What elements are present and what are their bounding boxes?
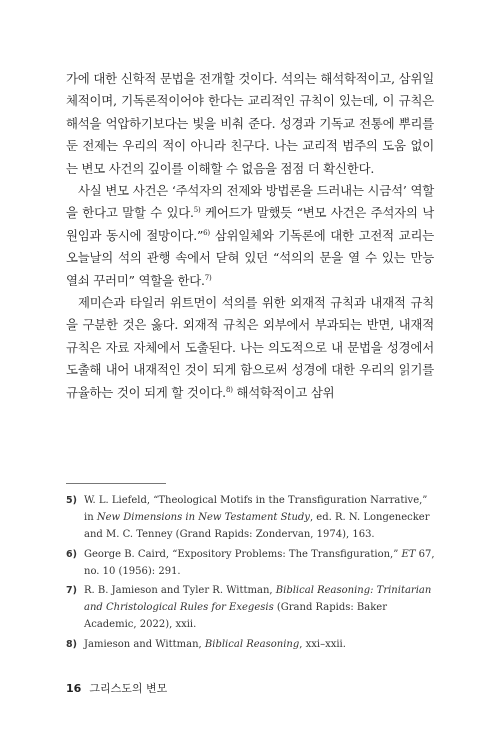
page-number: 16 bbox=[66, 682, 82, 695]
footnote-number: 8) bbox=[66, 638, 77, 650]
footnote-6: 6) George B. Caird, “Expository Problems: The Transfiguration,” ET 67, no. 10 (1956): 291. bbox=[66, 546, 438, 580]
footnote-5: 5) W. L. Liefeld, “Theological Motifs in the Transfiguration Narrative,” in New Dimensions in New Testament Study, ed. R. N. Longenecker and M. C. Tenney (Grand Rapids: Zondervan, 1974), 163. bbox=[66, 492, 438, 544]
running-title: 그리스도의 변모 bbox=[89, 682, 168, 695]
footnote-8: 8) Jamieson and Wittman, Biblical Reasoning, xxi–xxii. bbox=[66, 636, 438, 653]
footnote-7: 7) R. B. Jamieson and Tyler R. Wittman, Biblical Reasoning: Trinitarian and Christological Rules for Exegesis (Grand Rapids: Baker Academic, 2022), xxii. bbox=[66, 582, 438, 634]
footnotes bbox=[66, 492, 438, 655]
footnote-ref-8[interactable]: 8) bbox=[225, 385, 233, 394]
footnote-ref-7[interactable]: 7) bbox=[204, 273, 212, 282]
footnote-number: 6) bbox=[66, 548, 77, 560]
footnote-ref-6[interactable]: 6) bbox=[203, 228, 210, 237]
paragraph-1: 가에 대한 신학적 문법을 전개할 것이다. 석의는 해석학적이고, 삼위일체적이며, 기독론적이어야 한다는 교리적인 규칙이 있는데, 이 규칙은 해석을 억압하기보다는 빛을 비춰 준다. 성경과 기독교 전통에 뿌리를 둔 전제는 우리의 적이 아니라 친구다. 나는 교리적 범주의 도움 없이는 변모 사건의 깊이를 이해할 수 없음을 점점 더 확신한다. bbox=[66, 71, 434, 176]
footnote-ref-5[interactable]: 5) bbox=[193, 206, 201, 215]
footnote-divider bbox=[66, 483, 166, 484]
paragraph-3: 제미슨과 타일러 위트먼이 석의를 위한 외재적 규칙과 내재적 규칙을 구분한 것은 옳다. 외재적 규칙은 외부에서 부과되는 반면, 내재적 규칙은 자료 자체에서 도출된다. 나는 의도적으로 내 문법을 성경에서 도출해 내어 내재적인 것이 되게 함으로써 성경에 대한 우리의 읽기를 규율하는 것이 되게 할 것이다.$^{8)}$ 해석학적이고 삼위 bbox=[66, 295, 434, 400]
footnote-number: 7) bbox=[66, 585, 77, 597]
page-footer bbox=[66, 680, 366, 696]
footnote-number: 5) bbox=[66, 495, 77, 506]
main-text bbox=[66, 68, 434, 404]
paragraph-2: 사실 변모 사건은 ‘주석자의 전제와 방법론을 드러내는 시금석’ 역할을 한다고 말할 수 있다.$^{5)}$ 케어드가 말했듯 “변모 사건은 주석자의 낙원임과 동시에 절망이다.”$^{6)}$ 삼위일체와 기독론에 대한 고전적 교리는 오늘날의 석의 관행 속에서 닫혀 있던 “석의의 문을 열 수 있는 만능 열쇠 꾸러미” 역할을 한다.$^{7)}$ bbox=[66, 183, 434, 288]
